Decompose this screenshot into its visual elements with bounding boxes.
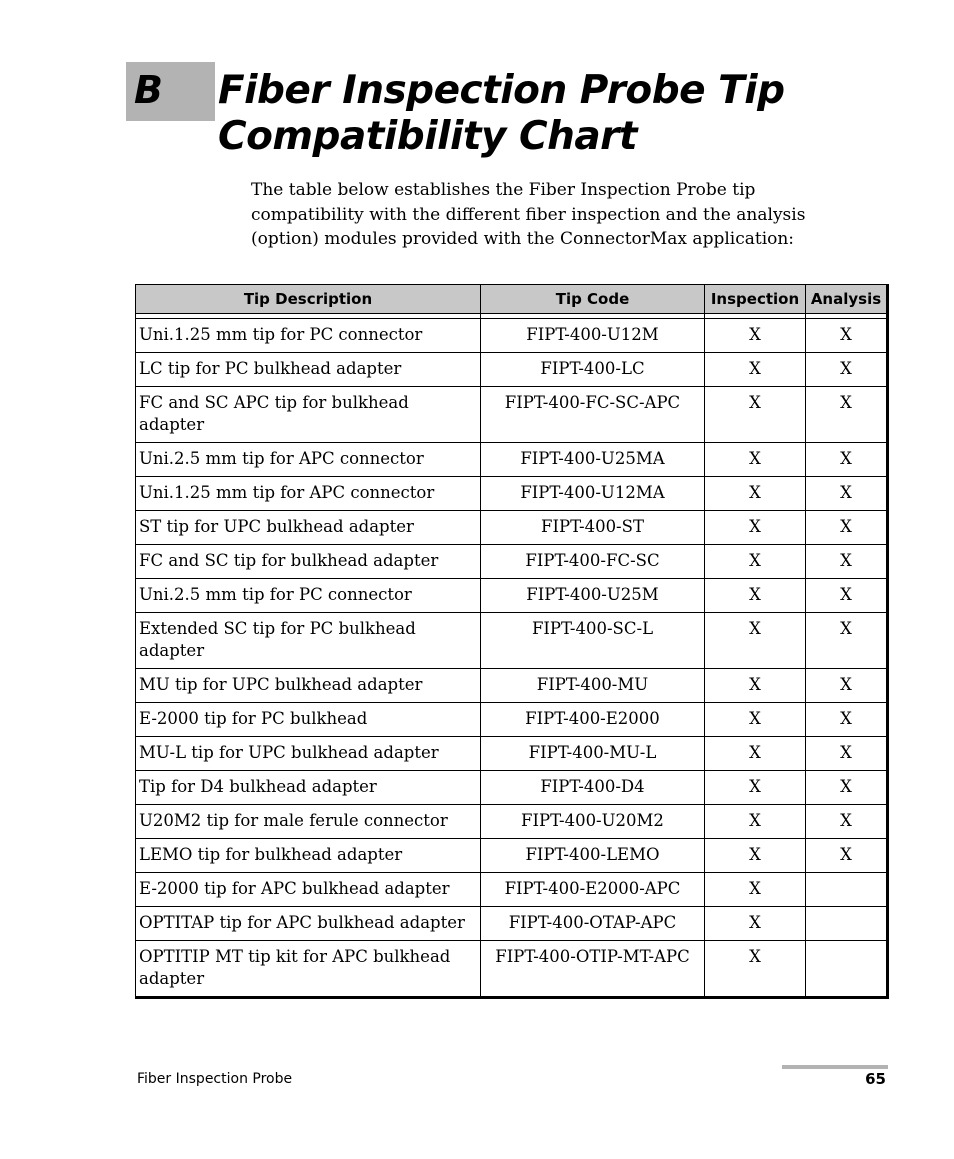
intro-paragraph: The table below establishes the Fiber Inspection Probe tip compatibility with the different fiber inspection and the analysis (option) modules provided with the ConnectorMax application:	[251, 180, 806, 249]
table-header-row	[136, 285, 888, 314]
table-row	[136, 613, 888, 669]
cell-analysis: X	[806, 511, 888, 545]
table-body	[136, 314, 888, 998]
cell-inspection: X	[705, 579, 806, 613]
cell-inspection: X	[705, 545, 806, 579]
cell-analysis: X	[806, 545, 888, 579]
cell-tip-code: FIPT-400-U25M	[481, 579, 705, 613]
cell-inspection: X	[705, 771, 806, 805]
table-row	[136, 511, 888, 545]
table-row	[136, 669, 888, 703]
cell-analysis: X	[806, 669, 888, 703]
cell-tip-code: FIPT-400-E2000	[481, 703, 705, 737]
cell-inspection: X	[705, 805, 806, 839]
cell-analysis: X	[806, 613, 888, 669]
cell-tip-code: FIPT-400-ST	[481, 511, 705, 545]
table-row	[136, 443, 888, 477]
cell-analysis	[806, 941, 888, 998]
cell-tip-code: FIPT-400-OTAP-APC	[481, 907, 705, 941]
cell-tip-description: MU tip for UPC bulkhead adapter	[136, 669, 481, 703]
cell-tip-code: FIPT-400-MU-L	[481, 737, 705, 771]
cell-inspection: X	[705, 873, 806, 907]
cell-inspection: X	[705, 477, 806, 511]
table-row	[136, 319, 888, 353]
cell-tip-code: FIPT-400-LC	[481, 353, 705, 387]
cell-analysis: X	[806, 839, 888, 873]
cell-analysis: X	[806, 319, 888, 353]
table-row	[136, 579, 888, 613]
cell-analysis: X	[806, 443, 888, 477]
cell-tip-code: FIPT-400-U12MA	[481, 477, 705, 511]
cell-tip-code: FIPT-400-FC-SC-APC	[481, 387, 705, 443]
table-row	[136, 545, 888, 579]
footer-rule	[782, 1065, 888, 1069]
cell-inspection: X	[705, 737, 806, 771]
header-tip-description: Tip Description	[136, 285, 481, 314]
header-analysis: Analysis	[806, 285, 888, 314]
cell-tip-description: Extended SC tip for PC bulkhead adapter	[136, 613, 481, 669]
table-row	[136, 805, 888, 839]
cell-tip-code: FIPT-400-SC-L	[481, 613, 705, 669]
cell-inspection: X	[705, 703, 806, 737]
table-row	[136, 353, 888, 387]
cell-tip-description: MU-L tip for UPC bulkhead adapter	[136, 737, 481, 771]
cell-tip-description: LC tip for PC bulkhead adapter	[136, 353, 481, 387]
table-row	[136, 873, 888, 907]
footer-document-title: Fiber Inspection Probe	[137, 1071, 293, 1087]
cell-tip-description: LEMO tip for bulkhead adapter	[136, 839, 481, 873]
cell-analysis: X	[806, 353, 888, 387]
cell-tip-description: Uni.1.25 mm tip for PC connector	[136, 319, 481, 353]
cell-inspection: X	[705, 387, 806, 443]
cell-analysis: X	[806, 477, 888, 511]
cell-tip-description: ST tip for UPC bulkhead adapter	[136, 511, 481, 545]
cell-inspection: X	[705, 613, 806, 669]
cell-inspection: X	[705, 907, 806, 941]
cell-tip-code: FIPT-400-OTIP-MT-APC	[481, 941, 705, 998]
header-tip-code: Tip Code	[481, 285, 705, 314]
cell-analysis	[806, 873, 888, 907]
footer-page-number: 65	[865, 1070, 886, 1088]
cell-tip-description: E-2000 tip for APC bulkhead adapter	[136, 873, 481, 907]
table-row	[136, 477, 888, 511]
cell-tip-code: FIPT-400-MU	[481, 669, 705, 703]
cell-analysis: X	[806, 737, 888, 771]
cell-tip-code: FIPT-400-FC-SC	[481, 545, 705, 579]
cell-inspection: X	[705, 353, 806, 387]
cell-tip-description: Uni.2.5 mm tip for PC connector	[136, 579, 481, 613]
cell-tip-description: U20M2 tip for male ferule connector	[136, 805, 481, 839]
table-row	[136, 839, 888, 873]
cell-tip-description: E-2000 tip for PC bulkhead	[136, 703, 481, 737]
table-row	[136, 387, 888, 443]
cell-analysis: X	[806, 387, 888, 443]
cell-inspection: X	[705, 511, 806, 545]
cell-tip-code: FIPT-400-LEMO	[481, 839, 705, 873]
table-row	[136, 941, 888, 998]
cell-tip-description: Uni.1.25 mm tip for APC connector	[136, 477, 481, 511]
chapter-letter-box	[126, 62, 215, 121]
cell-inspection: X	[705, 669, 806, 703]
cell-inspection: X	[705, 941, 806, 998]
cell-analysis: X	[806, 805, 888, 839]
cell-inspection: X	[705, 443, 806, 477]
tip-compatibility-table	[135, 284, 889, 999]
header-inspection: Inspection	[705, 285, 806, 314]
cell-tip-code: FIPT-400-U20M2	[481, 805, 705, 839]
cell-tip-description: OPTITAP tip for APC bulkhead adapter	[136, 907, 481, 941]
table-row	[136, 771, 888, 805]
cell-tip-code: FIPT-400-U12M	[481, 319, 705, 353]
table-row	[136, 737, 888, 771]
cell-tip-description: FC and SC APC tip for bulkhead adapter	[136, 387, 481, 443]
cell-tip-description: Uni.2.5 mm tip for APC connector	[136, 443, 481, 477]
chapter-title: Fiber Inspection Probe Tip Compatibility Chart	[218, 68, 785, 159]
cell-tip-code: FIPT-400-E2000-APC	[481, 873, 705, 907]
cell-tip-description: OPTITIP MT tip kit for APC bulkhead adapter	[136, 941, 481, 998]
cell-analysis: X	[806, 579, 888, 613]
cell-analysis: X	[806, 771, 888, 805]
table-row	[136, 907, 888, 941]
cell-analysis: X	[806, 703, 888, 737]
cell-analysis	[806, 907, 888, 941]
cell-inspection: X	[705, 319, 806, 353]
cell-tip-code: FIPT-400-D4	[481, 771, 705, 805]
cell-tip-code: FIPT-400-U25MA	[481, 443, 705, 477]
cell-tip-description: Tip for D4 bulkhead adapter	[136, 771, 481, 805]
chapter-letter: B	[134, 68, 163, 112]
cell-tip-description: FC and SC tip for bulkhead adapter	[136, 545, 481, 579]
table-row	[136, 703, 888, 737]
cell-inspection: X	[705, 839, 806, 873]
